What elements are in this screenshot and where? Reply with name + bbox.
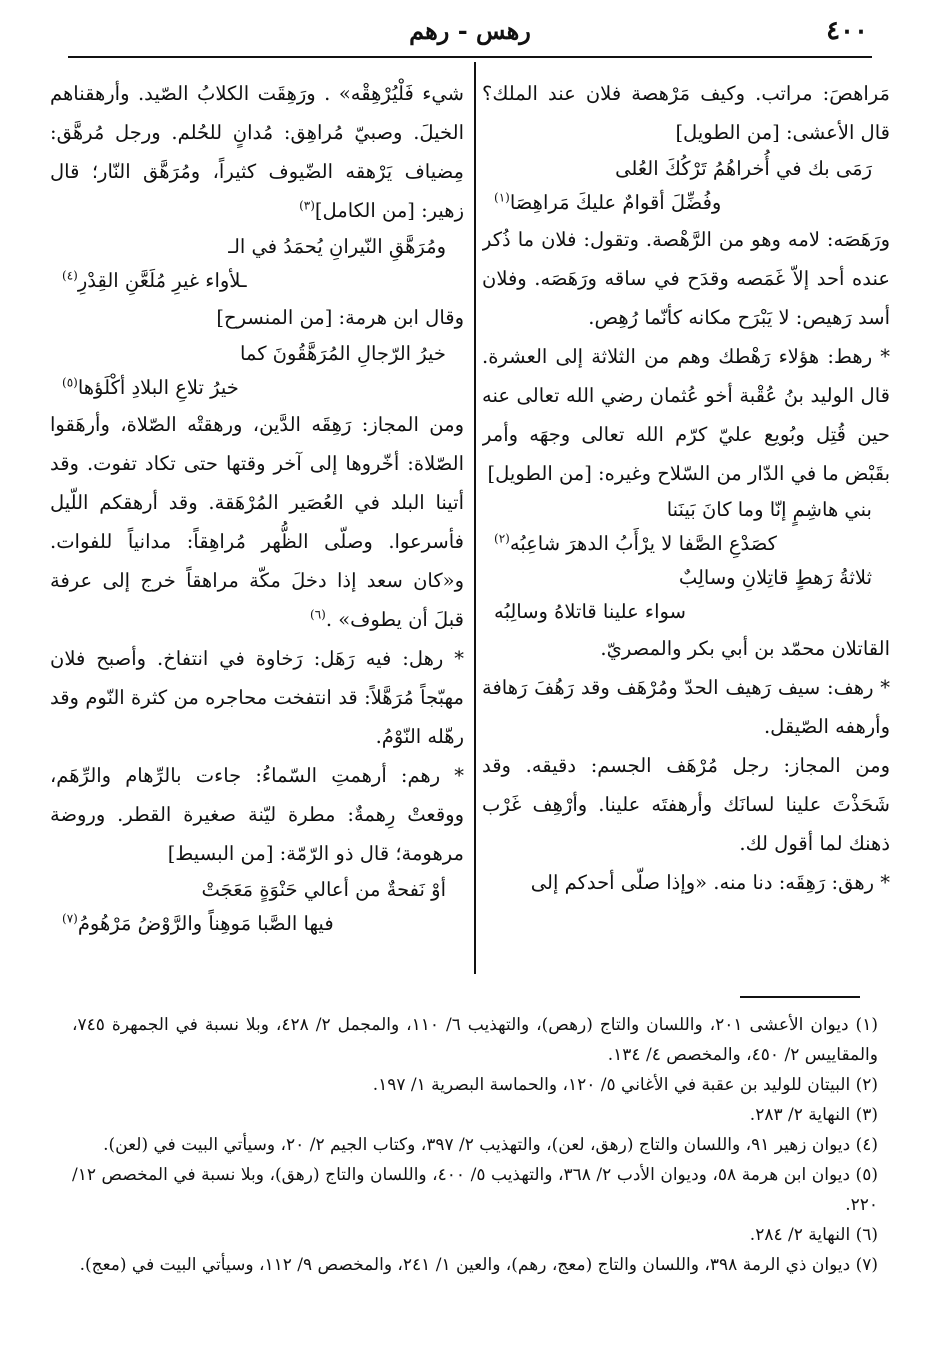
verse-line: ومُرَهَّقِ النّيرانِ يُحمَدُ في الـ bbox=[228, 235, 446, 258]
entry-rahasa: ورَهَصَه: لامه وهو من الرَّهْصة. وتقول: فلان ما ذُكر عنده أحد إلاّ غَمَصه وقدَح في ساقه ورَهَصَه. وفلان أسد رَهيص: لا يَبْرَح مكانه كأنّما رُهِص. bbox=[482, 228, 890, 329]
verse-line: أوْ نَفحةٌ من أعالي حَنْوَةٍ مَعَجَتْ bbox=[201, 878, 446, 901]
entry-rahm: * رهم: أرهمتِ السّماءُ: جاءت بالرِّهام والرِّهَم، ووقعتْ رِهمةٌ: مطرة ليّنة صغيرة القطر. وروضة مرهومة؛ قال ذو الرّمّة: [من البسيط] bbox=[50, 764, 464, 865]
footnote-ref: (١) bbox=[494, 190, 510, 205]
left-column bbox=[50, 74, 464, 976]
footnote: (٣) النهاية ٢/ ٢٨٣. bbox=[749, 1105, 878, 1125]
footnote: (٥) ديوان ابن هرمة ٥٨، وديوان الأدب ٢/ ٣٦٨، والتهذيب ٥/ ٤٠٠، واللسان والتاج (رهق)، وبلا نسبة في المخصص ١٢/ ٢٢٠. bbox=[72, 1165, 878, 1215]
verse-line: وفُضِّلَ أقوامٌ عليكَ مَراهِصَا$^{(١)}$ bbox=[494, 190, 722, 214]
page-number: ٤٠٠ bbox=[826, 16, 868, 46]
verse-line: خيرُ تلاعِ البلادِ أكْلَؤها$^{(٥)}$ bbox=[62, 375, 239, 399]
entry-rahq-majaz: ومن المجاز: رَهِقَه الدَّين، ورهقتْه الصّلاة، وأرهَقوا الصّلاة: أخّروها إلى آخر وقتها حتى تكاد تفوت. وقد أتينا البلد في العُصَير المُرْهَقة. وقد أرهقكم اللّيل فأسرعوا. وصلّى الظُّهر مُراهِقاً: مدانياً للفوات. و«كان سعد إذا دخلَ مكّة مراهقاً خرج إلى عرفة قبلَ أن يطوف» .$^{(٦)}$ bbox=[50, 413, 464, 631]
entry-rahf-majaz: ومن المجاز: رجل مُرْهَف الجسم: دقيقه. وقد شَحَذْتَ علينا لسانَك وأرهفتَه علينا. وأرْهِف غَرْب ذهنك لما أقول لك. bbox=[482, 754, 890, 855]
verse-line: فيها الصَّبا مَوهِناً والرَّوْضُ مَرْهُومُ$^{(٧)}$ bbox=[62, 911, 334, 935]
running-head: رهس - رهم bbox=[409, 16, 531, 45]
footnote: (١) ديوان الأعشى ٢٠١، واللسان والتاج (رهص)، والتهذيب ٦/ ١١٠، والمجمل ٢/ ٤٢٨، وبلا نسبة في الجمهرة ٧٤٥، والمقاييس ٢/ ٤٥٠، والمخصص ٤/ ١٣٤. bbox=[72, 1015, 878, 1065]
entry-rahf: * رهف: سيف رَهيف الحدّ ومُرْهَف وقد رَهُفَ رَهافة وأرهفه الصّيقل. bbox=[482, 676, 890, 738]
footnote-ref: (٥) bbox=[62, 375, 78, 390]
column-separator bbox=[474, 62, 476, 974]
right-column bbox=[482, 74, 890, 976]
footnote-ref: (٤) bbox=[62, 268, 78, 283]
verse-line: سواء علينا قاتلاهُ وسالِبُه bbox=[494, 600, 686, 623]
verse-line: كصَدْعِ الصَّفا لا يرْأَبُ الدهرَ شاعِبُه$^{(٢)}$ bbox=[494, 531, 777, 555]
footnote-ref: (٣) bbox=[299, 198, 315, 213]
entry-rahq: * رهق: رَهِقَه: دنا منه. «وإذا صلّى أحدكم إلى bbox=[530, 871, 890, 894]
verse-line: ـلأواء غيرِ مُلَعَّنِ القِدْرِ$^{(٤)}$ bbox=[62, 268, 247, 292]
entry-raht: * رهط: هؤلاء رَهْطك وهم من الثلاثة إلى العشرة. قال الوليد بنُ عُقْبة أخو عُثمان رضي الله تعالى عنه حين قُتِل وبُويع عليّ كرّم الله تعالى وجهَه وأمر بقَبْض ما في الدّار من السّلاح وغيره: [من الطويل] bbox=[482, 345, 890, 485]
verse-line: خيرُ الرّجالِ المُرَهَّقُونَ كما bbox=[239, 342, 446, 365]
entry-marahis: مَراهصَ: مراتب. وكيف مَرْهصة فلان عند الملك؟ قال الأعشى: [من الطويل] bbox=[482, 82, 890, 144]
footnote: (٤) ديوان زهير ٩١، واللسان والتاج (رهق، لعن)، والتهذيب ٢/ ٣٩٧، وكتاب الجيم ٢/ ٢٠، وسيأتي البيت في (لعن). bbox=[103, 1135, 878, 1155]
footnote-ref: (٢) bbox=[494, 531, 510, 546]
verse-line: رَمَى بك في أُخراهُمُ تَرْكُكَ العُلى bbox=[615, 157, 872, 180]
verse-line: ثلاثةُ رَهطٍ قاتِلانِ وسالِبٌ bbox=[678, 566, 872, 589]
entry-text: القاتلان محمّد بن أبي بكر والمصريّ. bbox=[600, 637, 890, 660]
verse-line: بني هاشِمٍ إنّا وما كانَ بَينَنا bbox=[666, 498, 872, 521]
footnotes bbox=[72, 1010, 878, 1280]
footnote: (٧) ديوان ذي الرمة ٣٩٨، واللسان والتاج (معج، رهم)، والعين ١/ ٢٤١، والمخصص ٩/ ١١٢، وسيأتي البيت في (معج). bbox=[79, 1255, 878, 1275]
entry-rahq-cont: شيء فَلْيُرْهِقْه» . ورَهِقَت الكلابُ الصّيد. وأرهقناهم الخيلَ. وصبيّ مُراهِق: مُدانٍ للحُلم. ورجل مُرهَّق: مِضياف يَرْهقه الضّيوف كثيراً، ومُرَهَّق النّار؛ قال زهير: [من الكامل]$^{(٣)}$ bbox=[50, 82, 464, 222]
footnote: (٢) البيتان للوليد بن عقبة في الأغاني ٥/ ١٢٠، والحماسة البصرية ١/ ١٩٧. bbox=[372, 1075, 878, 1095]
page-header bbox=[68, 14, 872, 52]
footnote-ref: (٦) bbox=[310, 607, 326, 622]
footnote-rule bbox=[740, 996, 860, 998]
footnote-ref: (٧) bbox=[62, 911, 78, 926]
header-rule bbox=[68, 56, 872, 58]
footnote: (٦) النهاية ٢/ ٢٨٤. bbox=[749, 1225, 878, 1245]
entry-text: وقال ابن هرمة: [من المنسرح] bbox=[216, 306, 464, 329]
entry-rahl: * رهل: فيه رَهَل: رَخاوة في انتفاخ. وأصبح فلان مهبّجاً مُرَهَّلاً: قد انتفخت محاجره من كثرة النّوم وقد رهّله النّوْمُ. bbox=[50, 647, 464, 748]
